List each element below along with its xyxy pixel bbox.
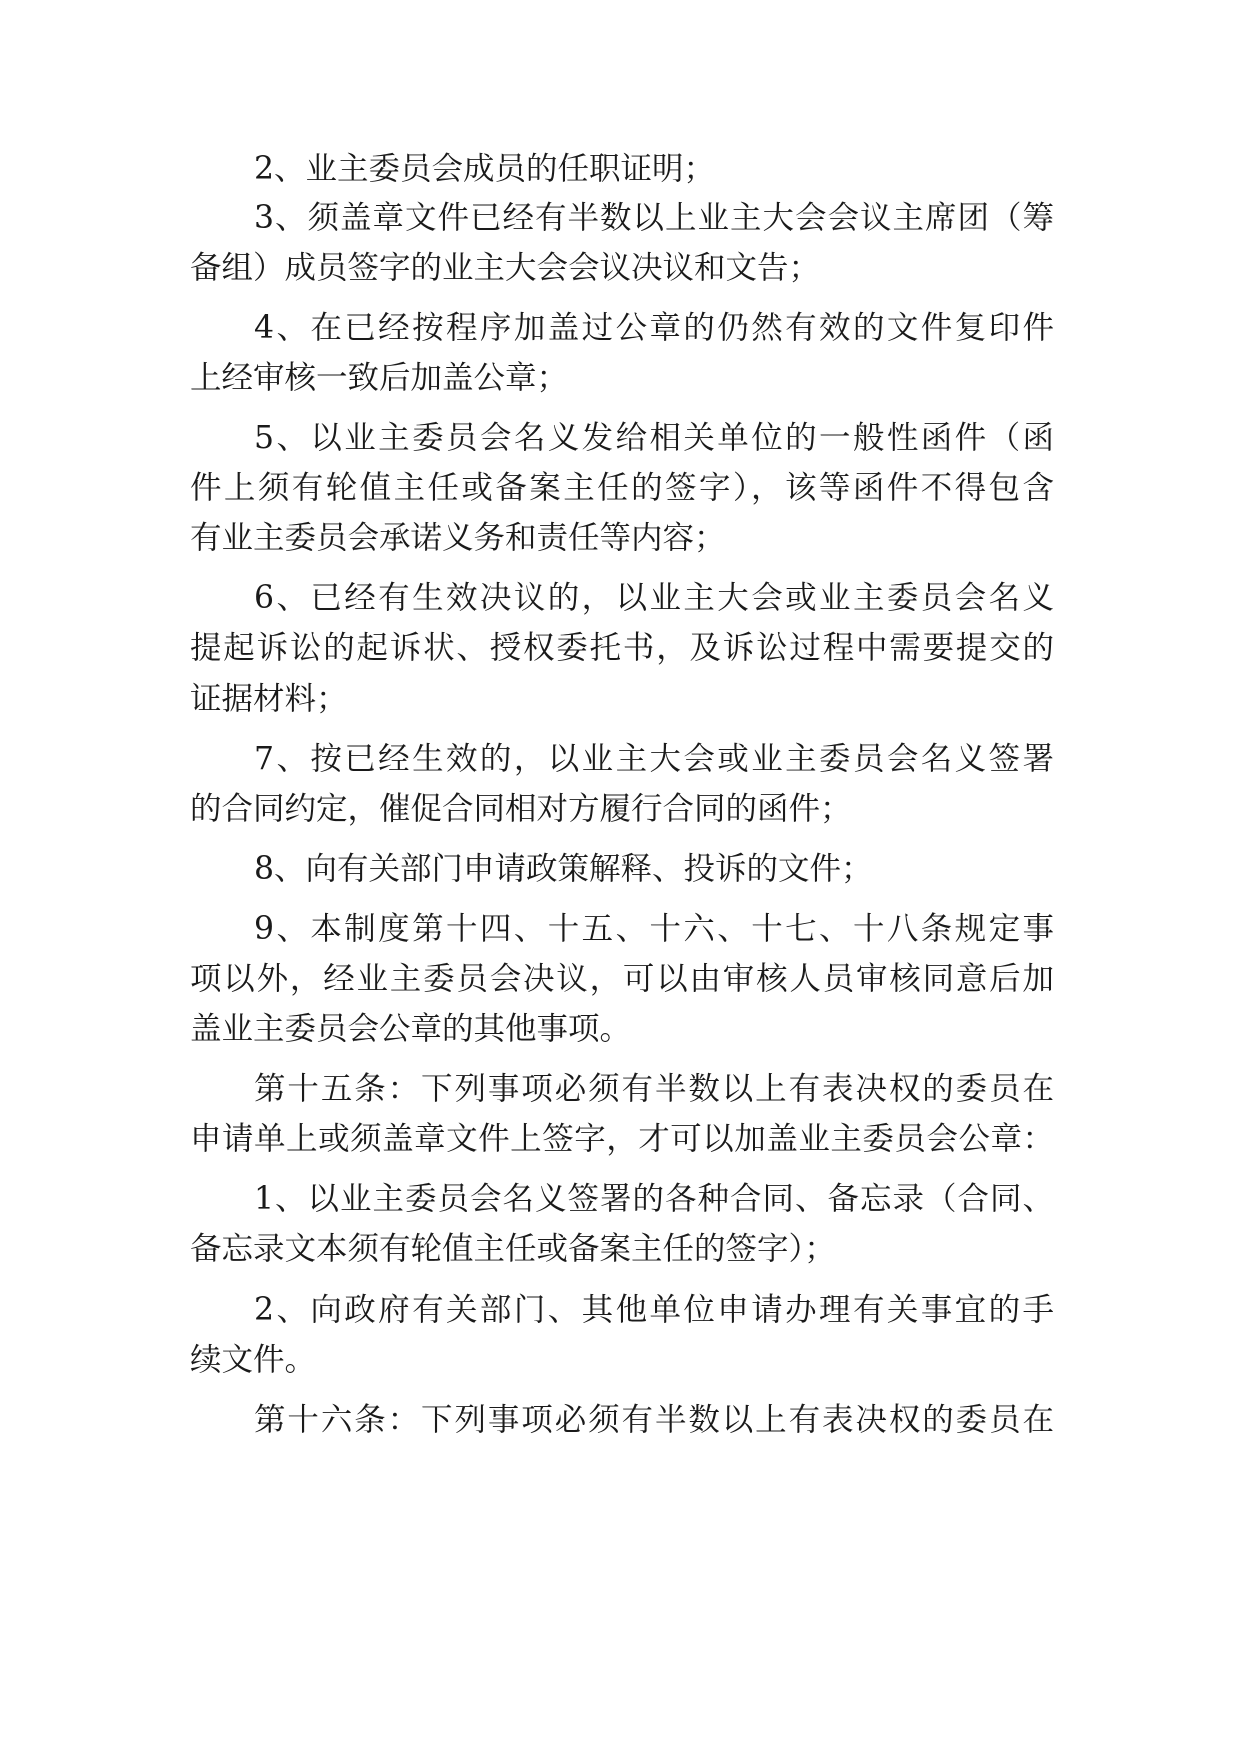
text-line: 的合同约定，催促合同相对方履行合同的函件；: [190, 791, 852, 827]
text-line: 2、业主委员会成员的任职证明；: [254, 151, 716, 187]
text-line: 备组）成员签字的业主大会会议决议和文告；: [190, 250, 821, 286]
text-line: 提起诉讼的起诉状、授权委托书，及诉讼过程中需要提交的: [190, 630, 1054, 666]
text-line: 盖业主委员会公章的其他事项。: [190, 1011, 632, 1047]
text-line: 有业主委员会承诺义务和责任等内容；: [190, 520, 726, 556]
text-line: 3、须盖章文件已经有半数以上业主大会会议主席团（筹: [254, 200, 1054, 236]
text-line: 续文件。: [190, 1342, 317, 1378]
text-line: 4、在已经按程序加盖过公章的仍然有效的文件复印件: [254, 310, 1054, 346]
text-line: 5、以业主委员会名义发给相关单位的一般性函件（函: [254, 420, 1054, 456]
text-line: 备忘录文本须有轮值主任或备案主任的签字）；: [190, 1231, 836, 1267]
text-line: 7、按已经生效的，以业主大会或业主委员会名义签署: [254, 741, 1054, 777]
text-line: 1、以业主委员会名义签署的各种合同、备忘录（合同、: [254, 1181, 1054, 1217]
text-line: 上经审核一致后加盖公章；: [190, 360, 569, 396]
text-line: 证据材料；: [190, 681, 348, 717]
text-line: 项以外，经业主委员会决议，可以由审核人员审核同意后加: [190, 961, 1054, 997]
text-line: 申请单上或须盖章文件上签字，才可以加盖业主委员会公章：: [190, 1121, 1054, 1157]
text-line: 6、已经有生效决议的，以业主大会或业主委员会名义: [254, 580, 1054, 616]
text-line: 第十五条：下列事项必须有半数以上有表决权的委员在: [254, 1071, 1054, 1107]
text-line: 8、向有关部门申请政策解释、投诉的文件；: [254, 851, 873, 887]
text-line: 2、向政府有关部门、其他单位申请办理有关事宜的手: [254, 1292, 1054, 1328]
text-line: 件上须有轮值主任或备案主任的签字），该等函件不得包含: [190, 470, 1054, 506]
text-line: 第十六条：下列事项必须有半数以上有表决权的委员在: [254, 1402, 1054, 1438]
text-line: 9、本制度第十四、十五、十六、十七、十八条规定事: [254, 911, 1054, 947]
